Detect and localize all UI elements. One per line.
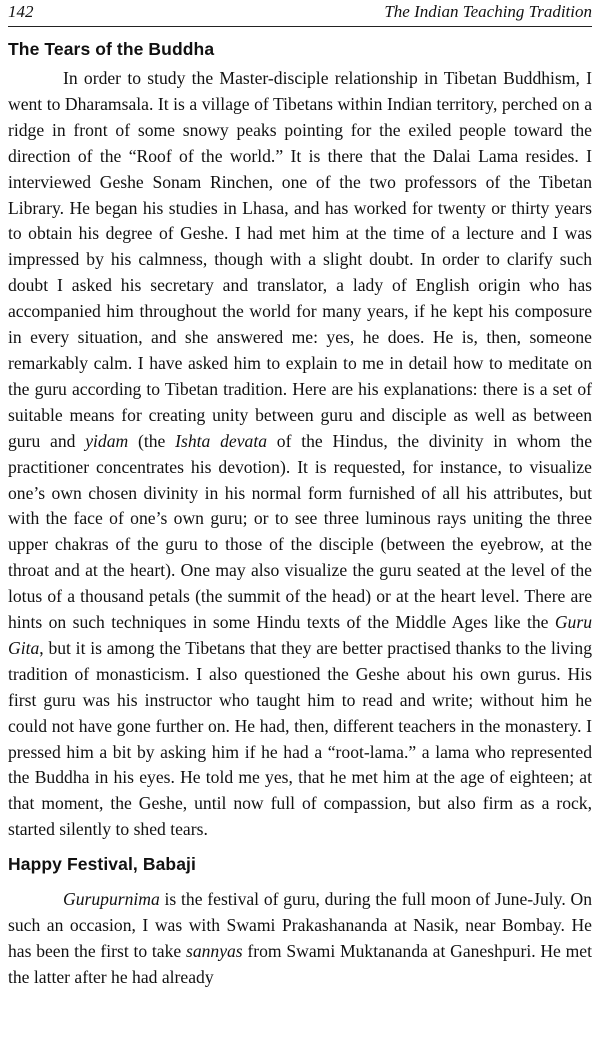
- italic-term-yidam: yidam: [85, 430, 129, 451]
- paragraph-text: , but it is among the Tibetans that they are better practised thanks to the living tradition of monasticism. I also questioned the Geshe about his own gurus. His first guru was his instructor who taught him to read and write; without him he could not have gone further on. He had, then, different teachers in the monastery. I pressed him a bit by asking him if he had a “root-lama.” a lama who represented the Buddha in his eyes. He told me yes, that he met him at the age of eighteen; at that moment, the Geshe, until now full of compassion, but also firm as a rock, started silently to shed tears.: [8, 637, 592, 840]
- italic-term-gurupurnima: Gurupurnima: [63, 889, 160, 910]
- section-heading-happy-festival: Happy Festival, Babaji: [8, 854, 196, 875]
- paragraph-text: is the festival of guru, during the full moon of June-July. On such an occasion, I was with Swami Prakashananda at Nasik, near Bombay. He has been the first to take: [8, 889, 592, 961]
- italic-term-sannyas: sannyas: [185, 941, 243, 961]
- paragraph-text: In order to study the Master-disciple relationship in Tibetan Buddhism, I went to Dharamsala. It is a village of Tibetans within Indian territory, perched on a ridge in front of some snowy peaks pointing for the exiled people toward the direction of the “Roof of the world.” It is there that the Dalai Lama resides. I interviewed Geshe Sonam Rinchen, one of the two professors of the Tibetan Library. He began his studies in Lhasa, and has worked for twenty or thirty years to obtain his degree of Geshe. I had met him at the time of a lecture and I was impressed by his calmness, though with a slight doubt. In order to clarify such doubt I asked his secretary and translator, a lady of English origin who has accompanied him throughout the world for many years, if he kept his composure in every situation, and she answered me: yes, he does. He is, then, someone remarkably calm. I have asked him to explain to me in detail how to meditate on the guru according to Tibetan tradition. Here are his explanations: there is a set of suitable means for creating unity between guru and disciple as well as between guru and: [8, 68, 592, 451]
- section-heading-tears-of-the-buddha: The Tears of the Buddha: [8, 39, 215, 59]
- italic-term-ishta-devata: Ishta devata: [175, 430, 268, 451]
- italic-term-guru-gita: Guru Gita: [8, 612, 592, 658]
- paragraph-text: from Swami Muktananda at Ganeshpuri. He met the latter after he had already: [8, 941, 592, 987]
- body-paragraph-tears: [8, 66, 592, 843]
- paragraph-text: (the: [128, 430, 176, 451]
- running-header: [8, 0, 592, 27]
- running-title: The Indian Teaching Tradition: [384, 2, 592, 21]
- paragraph-text: of the Hindus, the divinity in whom the practitioner concentrates his devotion). It is requested, for instance, to visualize one’s own chosen divinity in his normal form furnished of all his attributes, but with the face of one’s own guru; or to see three luminous rays uniting the three upper chakras of the guru to those of the disciple (between the eyebrow, at the throat and at the heart). One may also visualize the guru seated at the level of the lotus of a thousand petals (the summit of the head) or at the heart level. There are hints on such techniques in some Hindu texts of the Middle Ages like the: [8, 430, 593, 633]
- body-paragraph-festival: [8, 887, 592, 991]
- page-number: 142: [8, 2, 34, 21]
